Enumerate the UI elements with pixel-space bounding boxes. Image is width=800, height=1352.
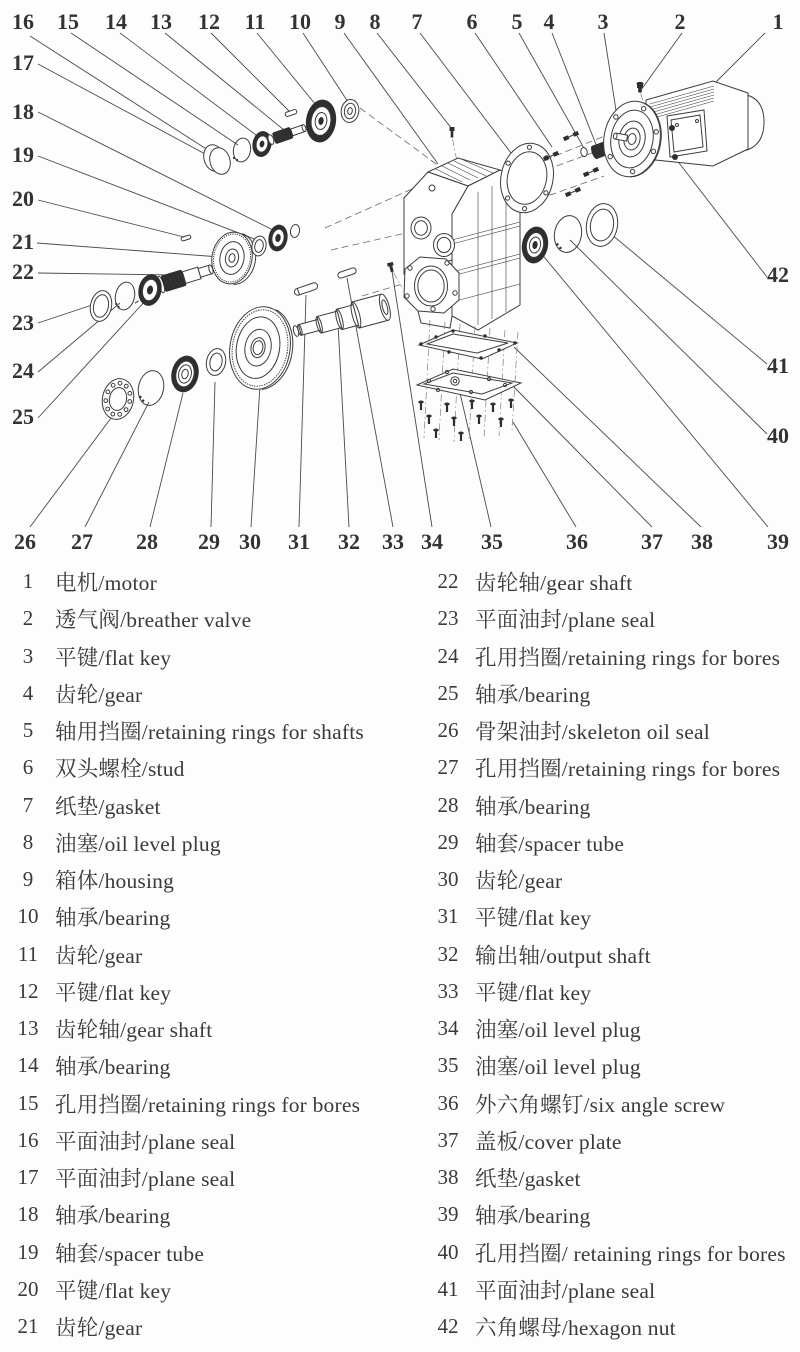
callout-15: 15 <box>57 9 79 34</box>
callout-22: 22 <box>12 259 34 284</box>
parts-list-item <box>0 1271 398 1308</box>
parts-list-item <box>400 1010 798 1047</box>
callout-9: 9 <box>334 9 346 34</box>
flat-key-12-drawing <box>285 109 298 117</box>
part-label: 外六角螺钉/six angle screw <box>475 1092 726 1117</box>
part-label: 骨架油封/skeleton oil seal <box>475 720 710 745</box>
parts-list-item <box>0 898 398 935</box>
part-number: 40 <box>437 1239 459 1264</box>
callout-36: 36 <box>566 529 588 554</box>
callout-2: 2 <box>674 9 686 34</box>
callout-37: 37 <box>641 529 663 554</box>
part-label: 轴承/bearing <box>55 906 171 931</box>
gear-30-drawing <box>223 302 299 395</box>
callout-16: 16 <box>12 9 34 34</box>
part-number: 23 <box>437 606 459 631</box>
part-number: 26 <box>437 718 459 743</box>
part-number: 35 <box>437 1053 459 1078</box>
part-label: 纸垫/gasket <box>475 1167 581 1192</box>
part-label: 轴承/bearing <box>55 1204 171 1229</box>
parts-list-item <box>0 600 398 637</box>
part-label: 齿轮/gear <box>55 943 143 968</box>
parts-list-item <box>0 1047 398 1084</box>
callout-17: 17 <box>12 50 34 75</box>
callout-41: 41 <box>767 353 789 378</box>
parts-list-right-column <box>400 563 798 1345</box>
parts-list-item <box>400 1122 798 1159</box>
parts-list-item <box>0 1159 398 1196</box>
parts-list-item <box>400 787 798 824</box>
part-label: 轴承/bearing <box>475 1204 591 1229</box>
plane-seal-16-17-drawing <box>201 142 234 176</box>
callout-24: 24 <box>12 358 34 383</box>
part-number: 1 <box>22 569 34 594</box>
parts-list-item <box>0 973 398 1010</box>
part-number: 42 <box>437 1314 459 1339</box>
callout-32: 32 <box>338 529 360 554</box>
callout-29: 29 <box>198 529 220 554</box>
gasket-38-drawing <box>419 329 517 359</box>
parts-list-item <box>400 1271 798 1308</box>
parts-list-item <box>400 712 798 749</box>
exploded-assembly-diagram <box>0 0 800 562</box>
bearing-10-drawing <box>340 98 361 123</box>
callout-40: 40 <box>767 423 789 448</box>
parts-list-left-column <box>0 563 398 1345</box>
retaining-ring-27-drawing <box>135 368 167 407</box>
part-number: 7 <box>22 792 34 817</box>
parts-list-item <box>400 1196 798 1233</box>
callout-14: 14 <box>105 9 127 34</box>
part-number: 28 <box>437 792 459 817</box>
retaining-ring-24-drawing <box>113 280 137 311</box>
part-label: 孔用挡圈/retaining rings for bores <box>55 1092 361 1117</box>
part-label: 轴承/bearing <box>55 1055 171 1080</box>
part-label: 平键/flat key <box>475 906 592 931</box>
part-label: 双头螺栓/stud <box>55 757 185 782</box>
parts-list-item <box>0 1010 398 1047</box>
part-number: 22 <box>437 569 459 594</box>
part-number: 11 <box>17 941 39 966</box>
callout-38: 38 <box>691 529 713 554</box>
callout-8: 8 <box>369 9 381 34</box>
callout-35: 35 <box>481 529 503 554</box>
part-number: 27 <box>437 755 459 780</box>
parts-list-item <box>0 675 398 712</box>
part-label: 平面油封/plane seal <box>475 608 656 633</box>
parts-list-item <box>400 600 798 637</box>
callout-30: 30 <box>239 529 261 554</box>
plane-seal-23-drawing <box>88 289 115 324</box>
callout-33: 33 <box>382 529 404 554</box>
callout-31: 31 <box>288 529 310 554</box>
parts-list-item <box>0 936 398 973</box>
callout-3: 3 <box>597 9 609 34</box>
part-number: 41 <box>437 1276 459 1301</box>
part-label: 油塞/oil level plug <box>475 1018 641 1043</box>
spacer-tube-29-drawing <box>204 347 228 377</box>
parts-list-item <box>0 1196 398 1233</box>
flat-key-20-drawing <box>181 235 192 242</box>
part-label: 纸垫/gasket <box>55 794 161 819</box>
callout-numbers <box>12 9 789 554</box>
part-label: 轴承/bearing <box>475 682 591 707</box>
callout-11: 11 <box>244 9 266 34</box>
part-label: 平键/flat key <box>55 645 172 670</box>
part-number: 13 <box>17 1016 39 1041</box>
callout-34: 34 <box>421 529 443 554</box>
parts-list-item <box>0 861 398 898</box>
part-label: 平面油封/plane seal <box>475 1278 656 1303</box>
part-label: 箱体/housing <box>55 869 175 894</box>
callout-12: 12 <box>198 9 220 34</box>
callout-20: 20 <box>12 186 34 211</box>
part-label: 平面油封/plane seal <box>55 1167 236 1192</box>
parts-list-item <box>400 824 798 861</box>
washer-ring-drawing <box>289 224 300 238</box>
part-number: 20 <box>17 1276 39 1301</box>
part-label: 孔用挡圈/retaining rings for bores <box>475 757 781 782</box>
part-number: 30 <box>437 867 459 892</box>
skeleton-oil-seal-26-drawing <box>99 376 138 423</box>
part-label: 六角螺母/hexagon nut <box>475 1316 676 1341</box>
callout-10: 10 <box>289 9 311 34</box>
part-label: 电机/motor <box>55 571 157 596</box>
callout-39: 39 <box>767 529 789 554</box>
parts-list-item <box>0 1308 398 1345</box>
part-label: 平键/flat key <box>475 980 592 1005</box>
gear-shaft-13-drawing <box>267 122 308 146</box>
parts-list-item <box>400 1159 798 1196</box>
callout-25: 25 <box>12 404 34 429</box>
part-label: 油塞/oil level plug <box>475 1055 641 1080</box>
callout-13: 13 <box>150 9 172 34</box>
parts-list-item <box>0 1234 398 1271</box>
parts-list-item <box>400 861 798 898</box>
flat-key-31-drawing <box>294 282 319 296</box>
part-number: 25 <box>437 680 459 705</box>
parts-list-item <box>400 675 798 712</box>
part-label: 轴承/bearing <box>475 794 591 819</box>
callout-42: 42 <box>767 262 789 287</box>
part-label: 平键/flat key <box>55 1278 172 1303</box>
part-label: 盖板/cover plate <box>475 1129 622 1154</box>
callout-4: 4 <box>543 9 555 34</box>
part-label: 孔用挡圈/ retaining rings for bores <box>475 1241 786 1266</box>
parts-list-item <box>0 563 398 600</box>
part-number: 34 <box>437 1016 459 1041</box>
parts-list-item <box>0 824 398 861</box>
part-number: 3 <box>22 643 34 668</box>
parts-list-item <box>400 936 798 973</box>
part-number: 37 <box>437 1127 459 1152</box>
callout-27: 27 <box>71 529 93 554</box>
part-number: 32 <box>437 941 459 966</box>
part-number: 21 <box>17 1314 39 1339</box>
parts-list-item <box>400 973 798 1010</box>
callout-23: 23 <box>12 310 34 335</box>
callout-7: 7 <box>411 9 423 34</box>
part-label: 齿轮/gear <box>55 682 143 707</box>
part-label: 轴套/spacer tube <box>55 1241 205 1266</box>
part-number: 8 <box>22 829 34 854</box>
part-number: 2 <box>22 606 34 631</box>
parts-list-item <box>0 638 398 675</box>
part-number: 36 <box>437 1090 459 1115</box>
callout-1: 1 <box>772 9 784 34</box>
callout-21: 21 <box>12 229 34 254</box>
callout-19: 19 <box>12 142 34 167</box>
parts-list-item <box>400 1234 798 1271</box>
part-number: 19 <box>17 1239 39 1264</box>
part-number: 12 <box>17 978 39 1003</box>
part-number: 17 <box>17 1165 39 1190</box>
part-number: 5 <box>22 718 34 743</box>
part-label: 透气阀/breather valve <box>55 608 252 633</box>
part-number: 24 <box>437 643 459 668</box>
parts-list-item <box>0 1122 398 1159</box>
parts-list-item <box>400 1047 798 1084</box>
part-number: 15 <box>17 1090 39 1115</box>
part-label: 轴套/spacer tube <box>475 831 625 856</box>
part-number: 6 <box>22 755 34 780</box>
retaining-ring-5-drawing <box>580 147 588 157</box>
parts-list-item <box>0 787 398 824</box>
part-number: 4 <box>22 680 34 705</box>
part-number: 18 <box>17 1202 39 1227</box>
part-label: 平面油封/plane seal <box>55 1129 236 1154</box>
callout-18: 18 <box>12 99 34 124</box>
gear-11-drawing <box>303 98 339 145</box>
part-number: 14 <box>17 1053 39 1078</box>
flat-key-33-drawing <box>337 267 357 279</box>
part-number: 29 <box>437 829 459 854</box>
part-number: 38 <box>437 1165 459 1190</box>
parts-list-item <box>400 563 798 600</box>
hexagon-nut-42-drawing <box>669 125 675 131</box>
callout-6: 6 <box>466 9 478 34</box>
part-number: 9 <box>22 867 34 892</box>
parts-list-item <box>400 898 798 935</box>
bearing-28-drawing <box>168 353 202 395</box>
parts-list-item <box>0 1085 398 1122</box>
part-number: 33 <box>437 978 459 1003</box>
part-label: 齿轮/gear <box>475 869 563 894</box>
cover-plate-37-drawing <box>417 369 521 400</box>
callout-26: 26 <box>14 529 36 554</box>
plane-seal-41-drawing <box>583 201 621 249</box>
retaining-ring-40-drawing <box>551 213 584 254</box>
retaining-ring-15-drawing <box>232 137 253 164</box>
parts-list-item <box>400 1085 798 1122</box>
part-label: 孔用挡圈/retaining rings for bores <box>475 645 781 670</box>
parts-list-item <box>400 638 798 675</box>
part-label: 齿轮/gear <box>55 1316 143 1341</box>
parts-list-item <box>400 749 798 786</box>
motor-drawing <box>598 81 764 181</box>
bearing-18-drawing <box>266 223 289 253</box>
part-number: 16 <box>17 1127 39 1152</box>
callout-5: 5 <box>511 9 523 34</box>
parts-list-item <box>400 1308 798 1345</box>
callout-28: 28 <box>136 529 158 554</box>
parts-list-item <box>0 749 398 786</box>
oil-level-plug-8-drawing <box>450 127 457 159</box>
part-number: 39 <box>437 1202 459 1227</box>
part-number: 10 <box>17 904 39 929</box>
part-label: 平键/flat key <box>55 980 172 1005</box>
part-label: 油塞/oil level plug <box>55 831 221 856</box>
part-label: 齿轮轴/gear shaft <box>475 571 633 596</box>
part-label: 输出轴/output shaft <box>475 943 651 968</box>
part-label: 齿轮轴/gear shaft <box>55 1018 213 1043</box>
part-label: 轴用挡圈/retaining rings for shafts <box>55 720 364 745</box>
parts-list-item <box>0 712 398 749</box>
part-number: 31 <box>437 904 459 929</box>
